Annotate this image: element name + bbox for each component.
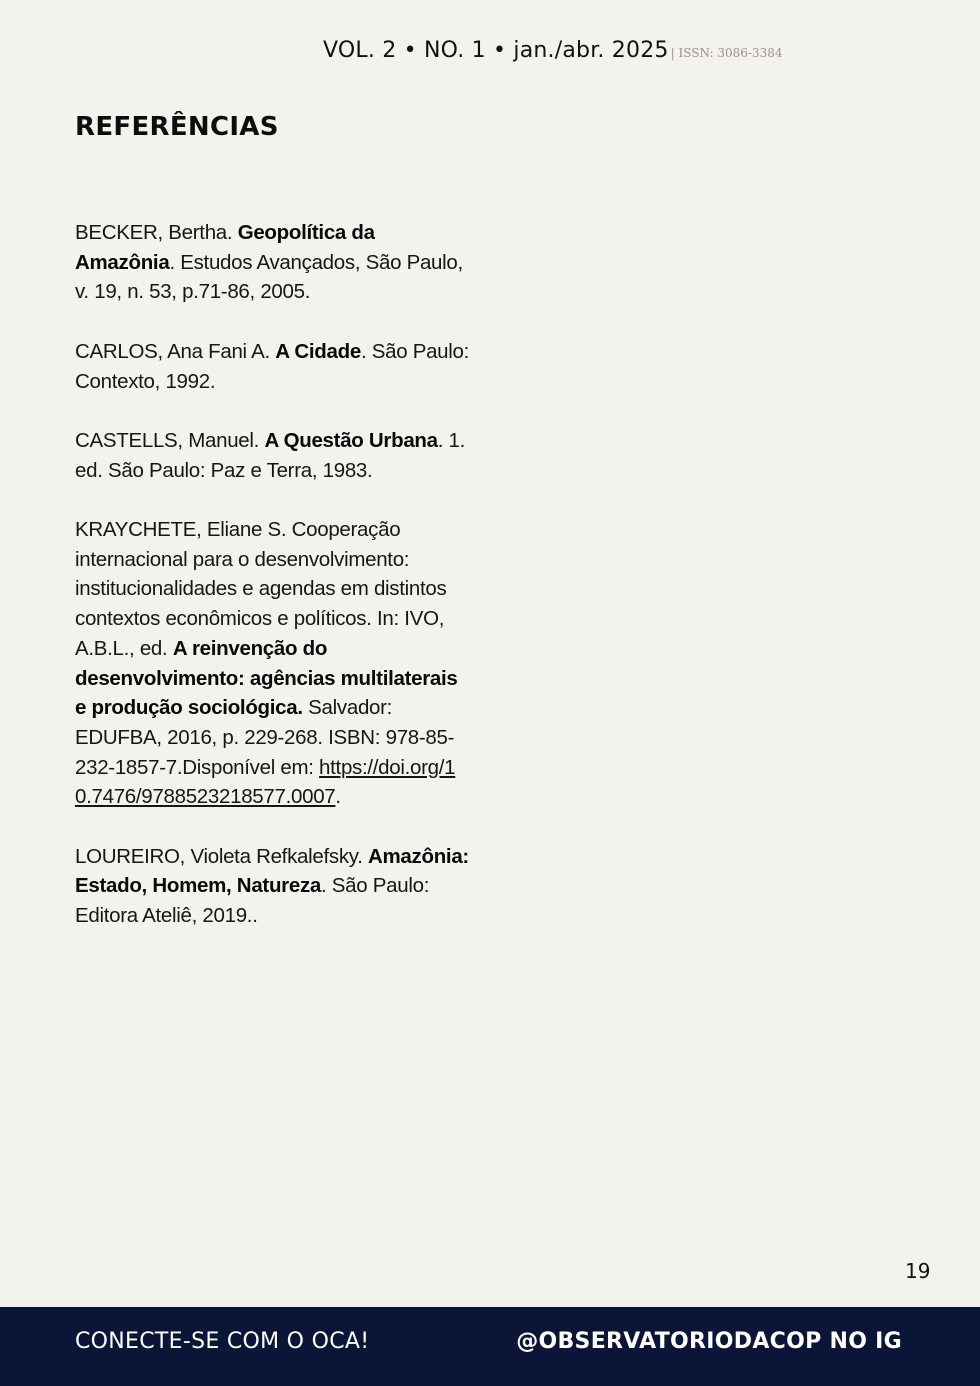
issn-label: | ISSN: 3086-3384 xyxy=(670,46,783,60)
reference-title: A reinvenção do desenvolvimento: agências multilaterais e produção sociológica. xyxy=(75,636,458,720)
reference-text: CASTELLS, Manuel. xyxy=(75,428,265,452)
reference-item xyxy=(75,426,470,485)
reference-title: A Cidade xyxy=(275,339,361,363)
footer-bar xyxy=(0,1307,980,1386)
reference-item xyxy=(75,218,470,307)
reference-text: Salvador: EDUFBA, 2016, p. 229-268. ISBN: 978-85-232-1857-7.Disponível em: xyxy=(75,696,455,779)
reference-text: . São Paulo: Contexto, 1992. xyxy=(75,339,470,393)
volume-issue-date: VOL. 2 • NO. 1 • jan./abr. 2025 xyxy=(323,38,669,63)
reference-text: CARLOS, Ana Fani A. xyxy=(75,339,276,363)
reference-text: . Estudos Avançados, São Paulo, v. 19, n. 53, p.71-86, 2005. xyxy=(75,250,463,304)
reference-text: KRAYCHETE, Eliane S. Cooperação internacional para o desenvolvimento: institucionalidades e agendas em distintos contextos econômicos e políticos. In: IVO, A.B.L., ed. xyxy=(75,517,447,660)
reference-title: Geopolítica da Amazônia xyxy=(75,221,375,274)
references-list xyxy=(75,218,470,961)
reference-item xyxy=(75,842,470,931)
reference-item xyxy=(75,515,470,812)
page-title: REFERÊNCIAS xyxy=(75,112,279,142)
reference-title: Amazônia: Estado, Homem, Natureza xyxy=(75,844,469,898)
page-number: 19 xyxy=(905,1259,931,1283)
reference-text: . 1. ed. São Paulo: Paz e Terra, 1983. xyxy=(75,428,466,482)
footer-connect-text: CONECTE-SE COM O OCA! xyxy=(75,1329,370,1354)
reference-title: A Questão Urbana xyxy=(264,428,438,452)
reference-text: LOUREIRO, Violeta Refkalefsky. xyxy=(75,844,368,868)
doi-link[interactable]: https://doi.org/10.7476/9788523218577.0007 xyxy=(75,755,456,809)
journal-header xyxy=(323,38,783,63)
reference-text: BECKER, Bertha. xyxy=(75,221,238,244)
reference-text: . xyxy=(335,785,341,809)
reference-text: . São Paulo: Editora Ateliê, 2019.. xyxy=(75,874,430,928)
footer-instagram-handle: @OBSERVATORIODACOP NO IG xyxy=(516,1329,902,1354)
reference-item xyxy=(75,337,470,396)
